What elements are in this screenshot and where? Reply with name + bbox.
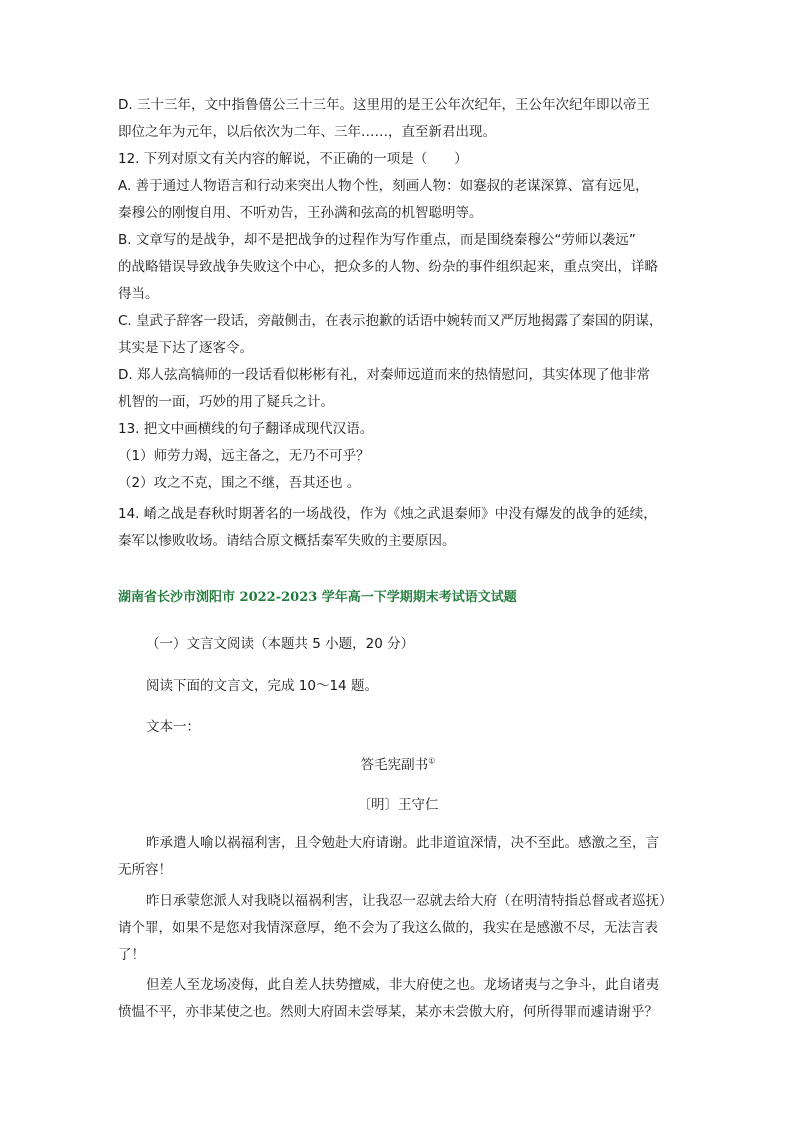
paragraph-line: 无所容！ <box>118 862 172 878</box>
paragraph-line: 愤愠不平，亦非某使之也。然则大府固未尝辱某，某亦未尝傲大府，何所得罪而遽请谢乎？ <box>118 1004 658 1020</box>
option-a-line: 秦穆公的刚愎自用、不听劝告，王孙满和弦高的机智聪明等。 <box>118 205 483 221</box>
text-label: 文本一： <box>146 719 200 735</box>
paragraph-line: 昨日承蒙您派人对我晓以福祸利害，让我忍一忍就去给大府（在明清特指总督或者巡抚） <box>146 893 673 909</box>
instruction: 阅读下面的文言文，完成 10～14 题。 <box>146 678 378 694</box>
question-13-item-2: （2）攻之不克，围之不继，吾其还也 。 <box>118 475 361 491</box>
article-author: 〔明〕王守仁 <box>357 797 439 813</box>
article-title-text: 答毛宪副书 <box>360 757 429 773</box>
part-heading: （一）文言文阅读（本题共 5 小题，20 分） <box>146 636 415 652</box>
question-14: 14. 崤之战是春秋时期著名的一场战役，作为《烛之武退秦师》中没有爆发的战争的延续， <box>118 506 657 522</box>
question-13-item-1: （1）师劳力竭，远主备之，无乃不可乎？ <box>118 448 370 464</box>
option-c-line: C. 皇武子辞客一段话，旁敲侧击，在表示抱歉的话语中婉转而又严厉地揭露了秦国的阴谋， <box>118 313 663 329</box>
paragraph-2 <box>118 888 678 969</box>
question-13: 13. 把文中画横线的句子翻译成现代汉语。 <box>118 421 374 437</box>
option-b-line: 得当。 <box>118 286 159 302</box>
question-14: 秦军以惨败收场。请结合原文概括秦军失败的主要原因。 <box>118 533 456 549</box>
option-b-line: B. 文章写的是战争，却不是把战争的过程作为写作重点，而是围绕秦穆公“劳师以袭远” <box>118 232 636 248</box>
question-12: 12. 下列对原文有关内容的解说，不正确的一项是（ ） <box>118 151 468 167</box>
option-b-line: 的战略错误导致战争失败这个中心，把众多的人物、纷杂的事件组织起来，重点突出，详略 <box>118 259 658 275</box>
footnote-marker: ① <box>428 756 436 766</box>
option-d-line: 即位之年为元年，以后依次为二年、三年……，直至新君出现。 <box>118 124 496 140</box>
paragraph-line: 了！ <box>118 947 145 963</box>
option-d-line: 机智的一面，巧妙的用了疑兵之计。 <box>118 394 334 410</box>
option-d-line: D. 三十三年，文中指鲁僖公三十三年。这里用的是王公年次纪年，王公年次纪年即以帝王 <box>118 97 650 113</box>
option-a-line: A. 善于通过人物语言和行动来突出人物个性，刻画人物：如蹇叔的老谋深算、富有远见， <box>118 178 649 194</box>
paragraph-line: 但差人至龙场凌侮，此自差人扶势擅威，非大府使之也。龙场诸夷与之争斗，此自诸夷 <box>146 977 659 993</box>
article-title <box>118 752 678 779</box>
paragraph-1 <box>118 830 678 884</box>
question-block-top <box>118 92 678 555</box>
option-c-line: 其实是下达了逐客令。 <box>118 340 253 356</box>
paragraph-line: 昨承遣人喻以祸福利害，且令勉赴大府请谢。此非道谊深情，决不至此。感激之至，言 <box>146 835 659 851</box>
paragraph-3 <box>118 972 678 1026</box>
section-title: 湖南省长沙市浏阳市 2022-2023 学年高一下学期期末考试语文试题 <box>118 590 517 605</box>
option-d-line: D. 郑人弦高犒师的一段话看似彬彬有礼，对秦师远道而来的热情慰问，其实体现了他非常 <box>118 367 650 383</box>
paragraph-line: 请个罪，如果不是您对我情深意厚，绝不会为了我这么做的，我实在是感激不尽，无法言表 <box>118 920 658 936</box>
